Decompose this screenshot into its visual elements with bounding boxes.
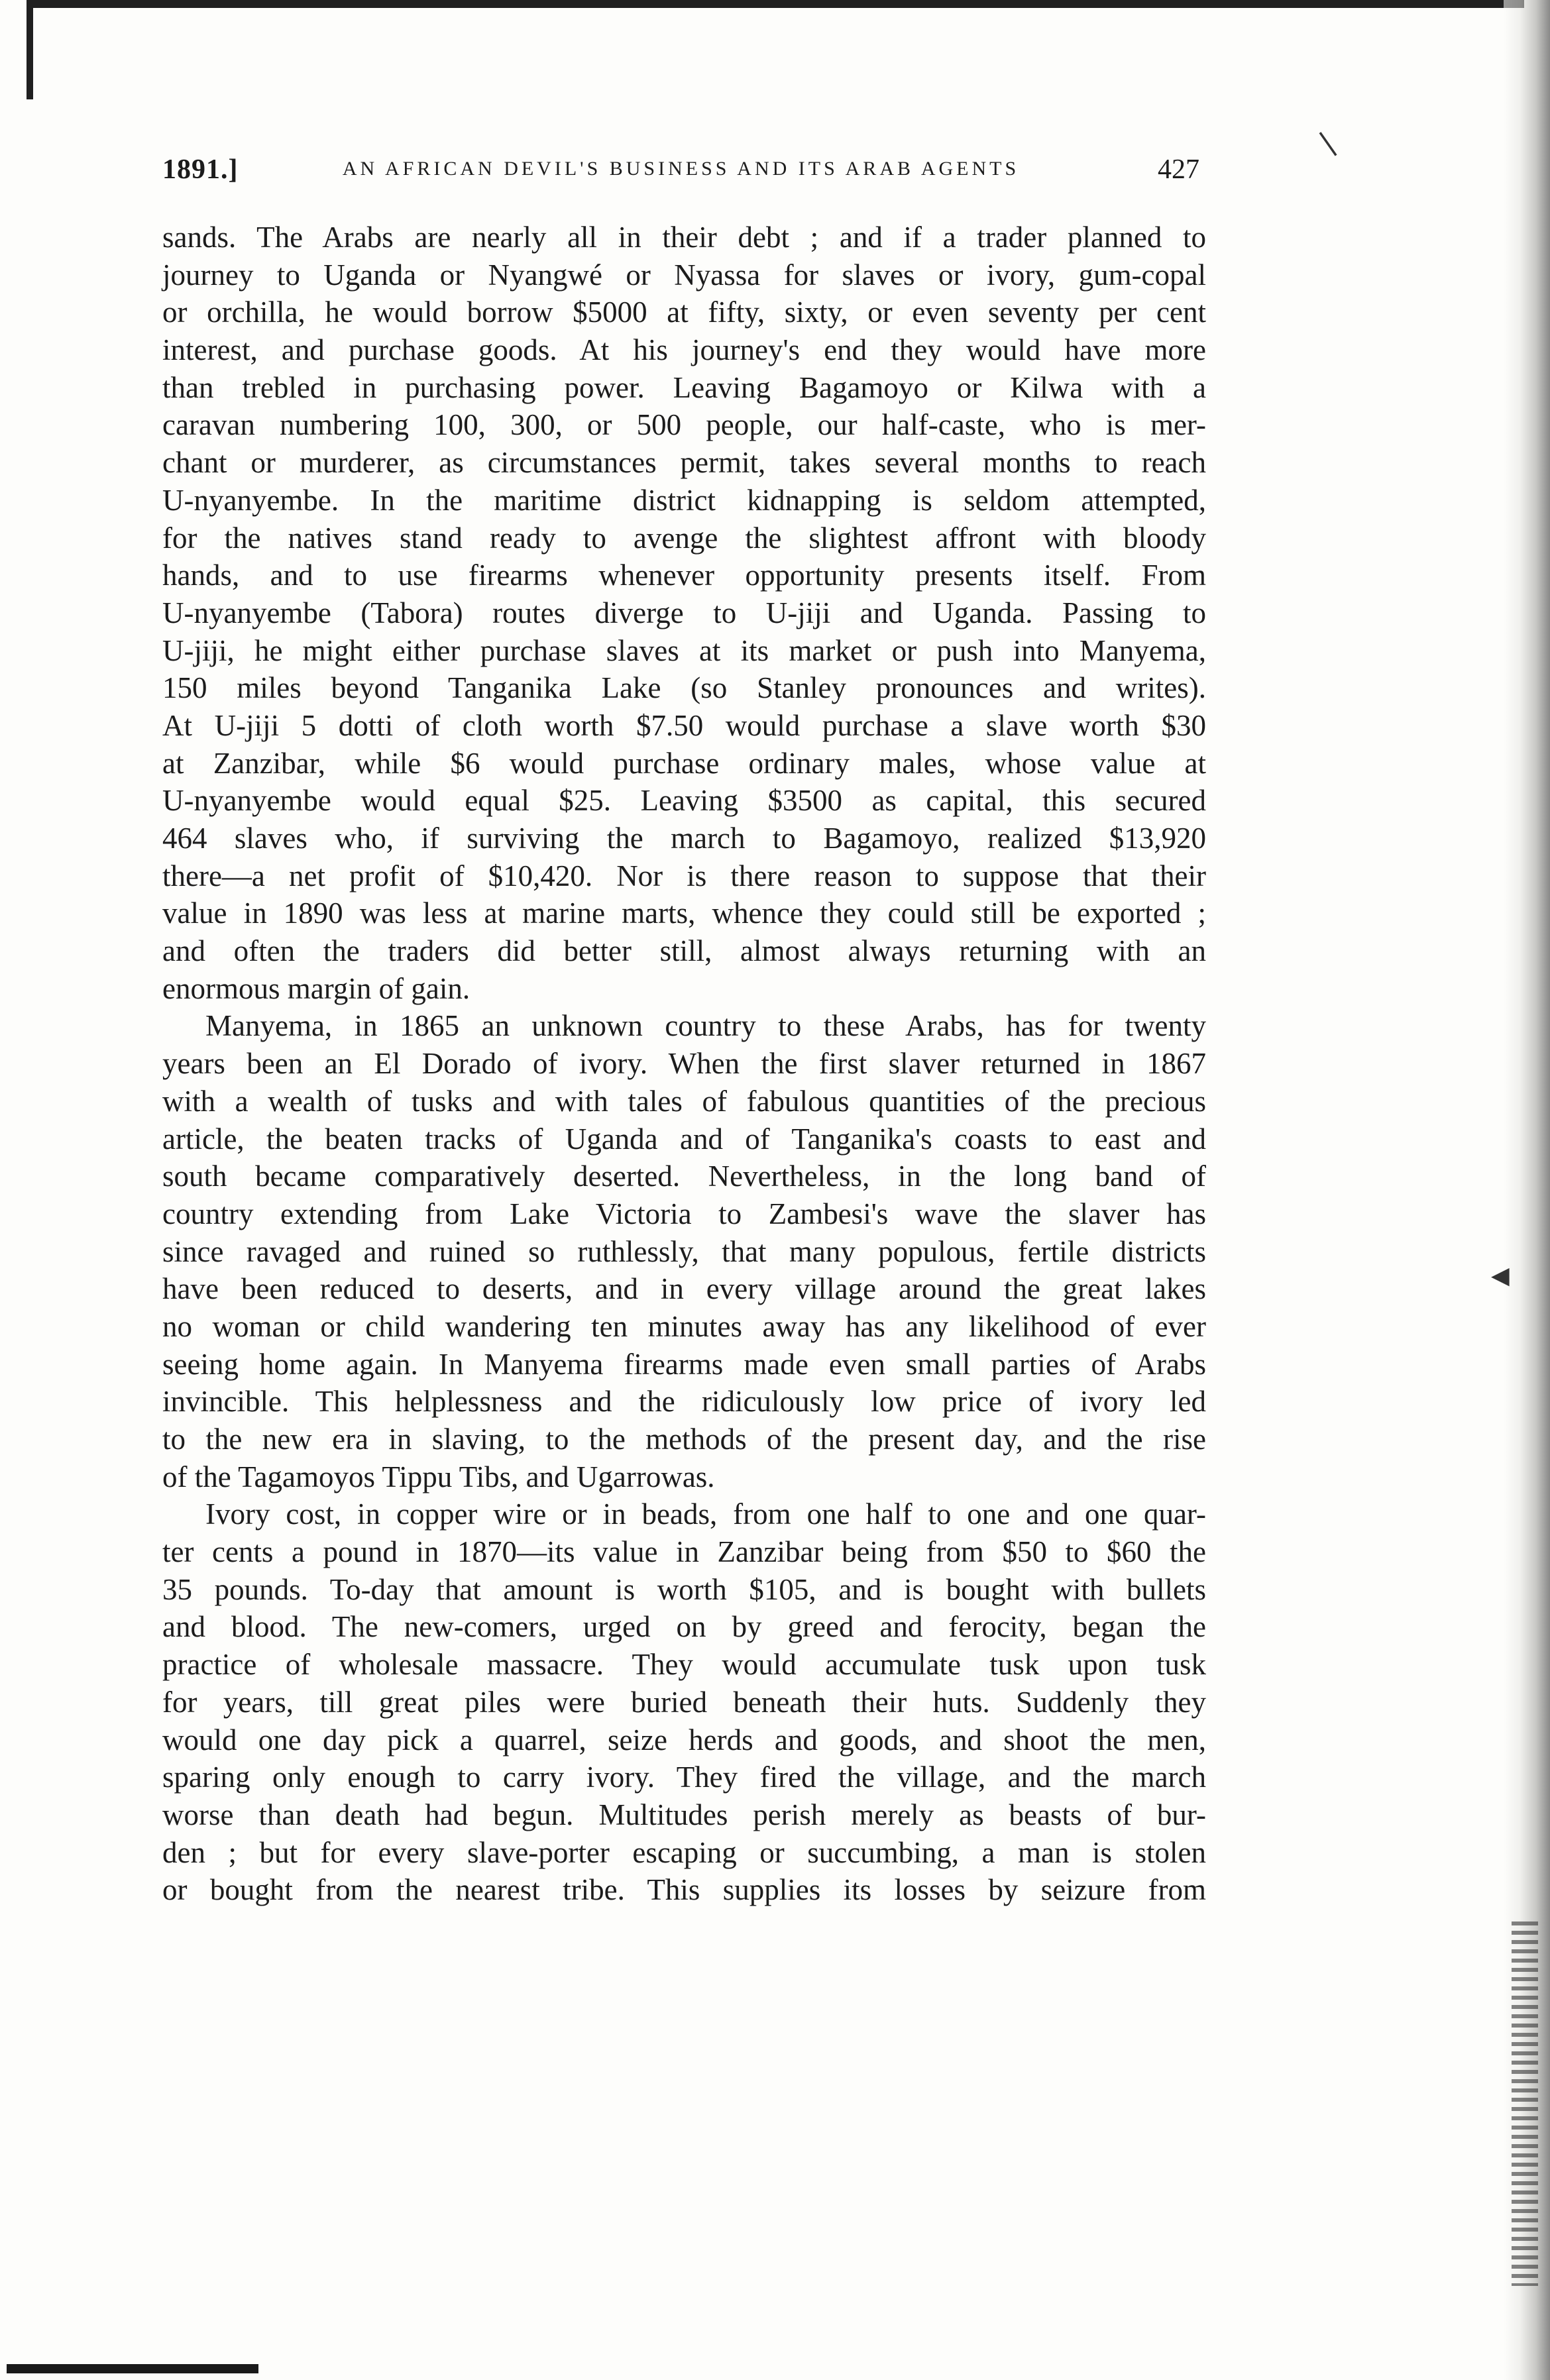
text-line: with a wealth of tusks and with tales of fabulous quantities of the precious <box>162 1084 1206 1118</box>
text-line: of the Tagamoyos Tippu Tibs, and Ugarrowas. <box>162 1460 715 1493</box>
text-line: U-nyanyembe would equal $25. Leaving $3500 as capital, this secured <box>162 784 1206 818</box>
text-line: at Zanzibar, while $6 would purchase ordinary males, whose value at <box>162 746 1206 780</box>
text-line: sparing only enough to carry ivory. They fired the village, and the march <box>162 1760 1206 1794</box>
text-line: journey to Uganda or Nyangwé or Nyassa for slaves or ivory, gum-copal <box>162 258 1206 292</box>
text-line: sands. The Arabs are nearly all in their debt ; and if a trader planned to <box>162 221 1206 254</box>
text-line: U-nyanyembe. In the maritime district kidnapping is seldom attempted, <box>162 483 1206 517</box>
text-line: At U-jiji 5 dotti of cloth worth $7.50 would purchase a slave worth $30 <box>162 708 1206 742</box>
text-line: south became comparatively deserted. Nevertheless, in the long band of <box>162 1160 1206 1193</box>
text-line: than trebled in purchasing power. Leaving Bagamoyo or Kilwa with a <box>162 370 1206 404</box>
text-line: country extending from Lake Victoria to Zambesi's wave the slaver has <box>162 1197 1206 1230</box>
text-line: chant or murderer, as circumstances permit, takes several months to reach <box>162 446 1206 480</box>
text-line: interest, and purchase goods. At his journey's end they would have more <box>162 333 1206 367</box>
text-line: value in 1890 was less at marine marts, whence they could still be exported ; <box>162 896 1206 930</box>
text-line: there—a net profit of $10,420. Nor is there reason to suppose that their <box>162 859 1206 892</box>
text-line: would one day pick a quarrel, seize herds and goods, and shoot the men, <box>162 1723 1206 1757</box>
page-number: 427 <box>1158 154 1199 185</box>
scan-bottom-bar <box>7 2364 258 2373</box>
text-line: no woman or child wandering ten minutes away has any likelihood of ever <box>162 1309 1206 1343</box>
text-line: worse than death had begun. Multitudes perish merely as beasts of bur- <box>162 1798 1206 1831</box>
text-line: 464 slaves who, if surviving the march to Bagamoyo, realized $13,920 <box>162 822 1206 855</box>
text-line: hands, and to use firearms whenever opportunity presents itself. From <box>162 559 1206 592</box>
text-line: to the new era in slaving, to the methods of the present day, and the rise <box>162 1423 1206 1456</box>
text-line: and blood. The new-comers, urged on by greed and ferocity, began the <box>162 1610 1206 1644</box>
text-line: have been reduced to deserts, and in every village around the great lakes <box>162 1272 1206 1306</box>
text-line: for the natives stand ready to avenge the slightest affront with bloody <box>162 521 1206 555</box>
text-line: U-nyanyembe (Tabora) routes diverge to U-jiji and Uganda. Passing to <box>162 596 1206 629</box>
text-line: 35 pounds. To-day that amount is worth $105, and is bought with bullets <box>162 1572 1206 1606</box>
text-line: for years, till great piles were buried beneath their huts. Suddenly they <box>162 1685 1206 1719</box>
scan-left-edge <box>27 0 33 99</box>
text-line: article, the beaten tracks of Uganda and of Tanganika's coasts to east and <box>162 1122 1206 1156</box>
text-line: enormous margin of gain. <box>162 971 471 1005</box>
text-line: years been an El Dorado of ivory. When the first slaver returned in 1867 <box>162 1047 1206 1081</box>
header-title: AN AFRICAN DEVIL'S BUSINESS AND ITS ARAB AGENTS <box>342 158 1020 180</box>
text-line: U-jiji, he might either purchase slaves at its market or push into Manyema, <box>162 633 1206 667</box>
text-line: practice of wholesale massacre. They would accumulate tusk upon tusk <box>162 1648 1206 1682</box>
text-line: invincible. This helplessness and the ridiculously low price of ivory led <box>162 1385 1206 1419</box>
paragraph-start: Ivory cost, in copper wire or in beads, from one half to one and one quar- <box>205 1497 1206 1531</box>
scan-top-edge <box>27 0 1524 8</box>
paragraph-start: Manyema, in 1865 an unknown country to these Arabs, has for twenty <box>205 1009 1206 1043</box>
running-head <box>162 154 1199 193</box>
scan-specks <box>1512 1921 1538 2286</box>
text-line: or orchilla, he would borrow $5000 at fifty, sixty, or even seventy per cent <box>162 296 1206 329</box>
margin-mark-icon: ◀ <box>1491 1262 1510 1289</box>
text-line: caravan numbering 100, 300, or 500 people, our half-caste, who is mer- <box>162 408 1206 442</box>
text-line: 150 miles beyond Tanganika Lake (so Stanley pronounces and writes). <box>162 671 1206 705</box>
text-line: or bought from the nearest tribe. This supplies its losses by seizure from <box>162 1873 1206 1907</box>
text-line: den ; but for every slave-porter escaping or succumbing, a man is stolen <box>162 1835 1206 1869</box>
margin-tick-icon: | <box>1313 126 1340 158</box>
text-line: ter cents a pound in 1870—its value in Zanzibar being from $50 to $60 the <box>162 1535 1206 1569</box>
text-line: seeing home again. In Manyema firearms made even small parties of Arabs <box>162 1347 1206 1381</box>
text-line: since ravaged and ruined so ruthlessly, that many populous, fertile districts <box>162 1234 1206 1268</box>
text-line: and often the traders did better still, almost always returning with an <box>162 934 1206 968</box>
article-body <box>162 219 1206 1909</box>
header-year: 1891.] <box>162 154 239 185</box>
